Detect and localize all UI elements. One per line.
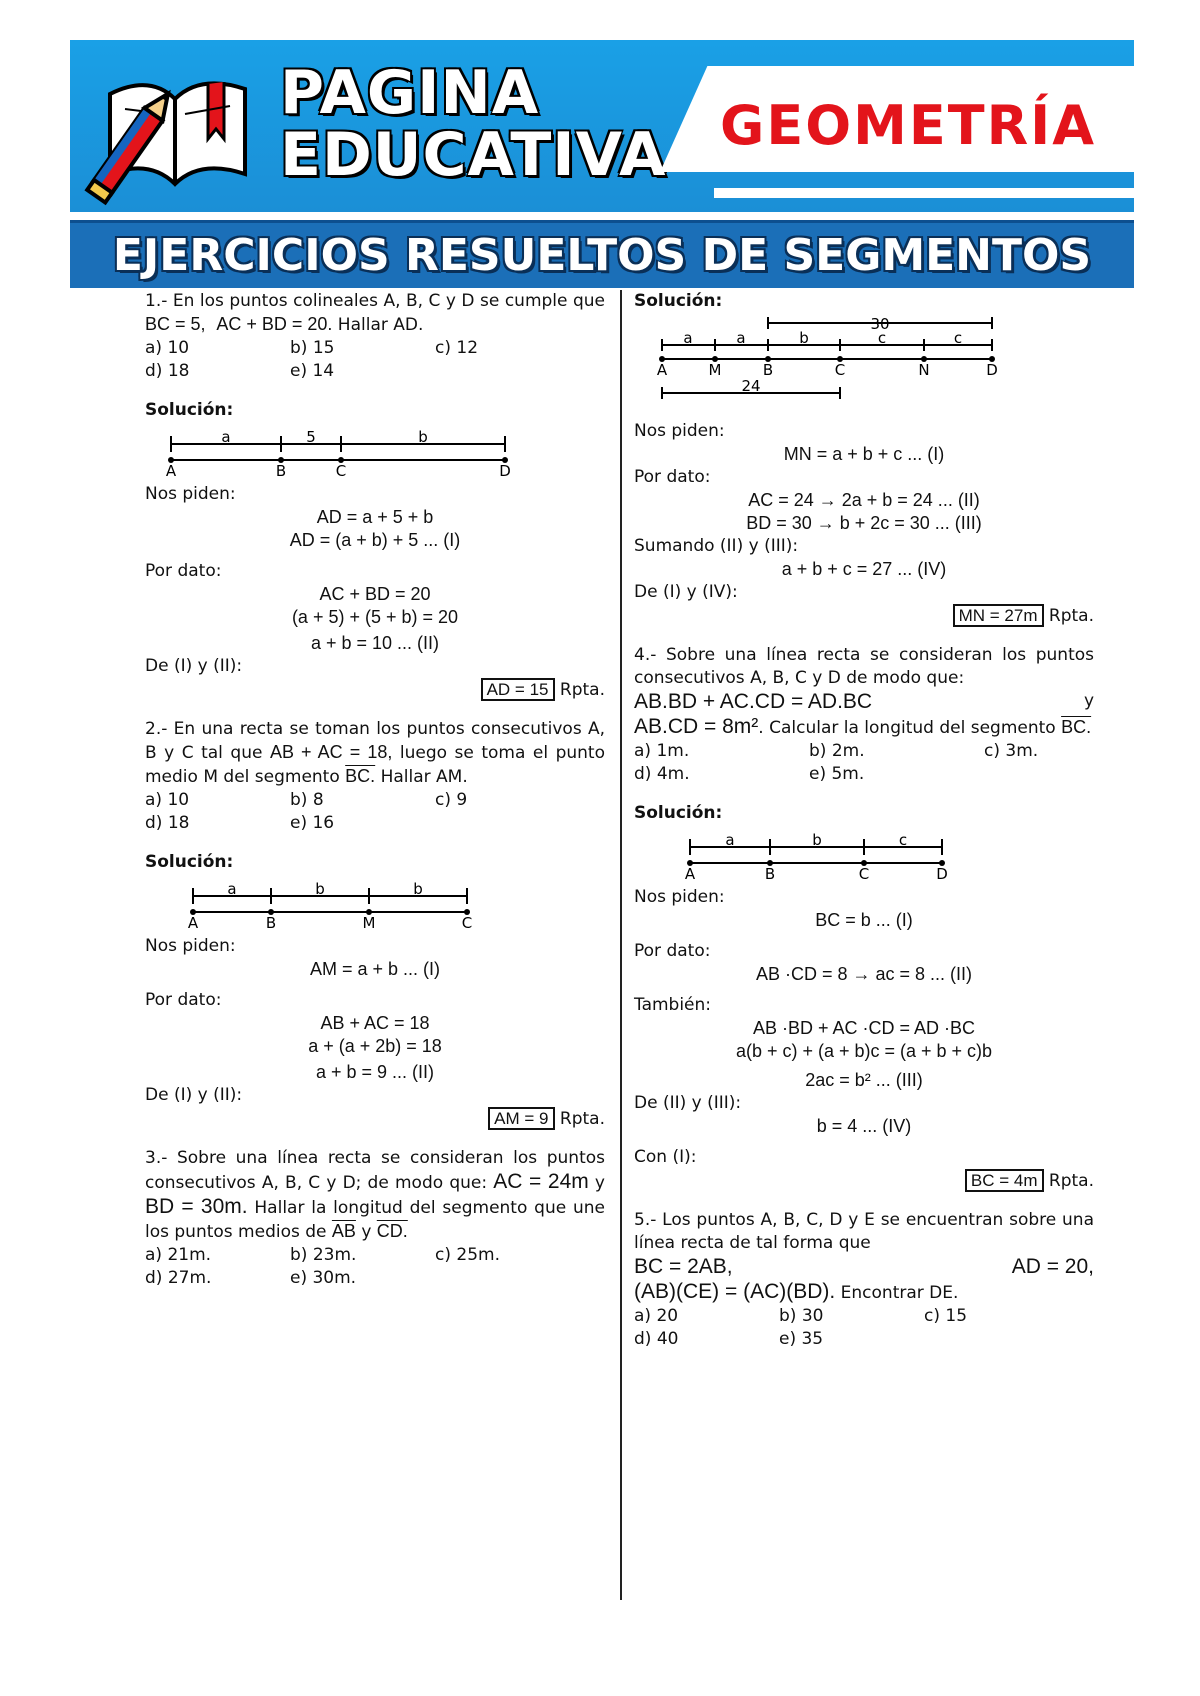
- segment-label: b: [799, 329, 809, 347]
- page-header: [70, 40, 1134, 285]
- problem-text: . Calcular la longitud del segmento: [758, 718, 1062, 738]
- problem-text: 4.- Sobre una línea recta se consideran los puntos consecutivos A, B, C y D de modo que:: [634, 645, 1094, 688]
- point-label: D: [936, 865, 948, 883]
- equation: a + b + c = 27 ... (IV): [781, 559, 947, 579]
- problem-text: 1.- En los puntos colineales A, B, C y D se cumple que: [145, 291, 605, 311]
- problem-3-diagram: [634, 313, 998, 413]
- problem-text: 3.- Sobre una línea recta se consideran los puntos consecutivos A, B, C y D; de modo que:: [145, 1148, 605, 1193]
- problem-text: Hallar AM.: [375, 767, 468, 787]
- equation: a + b = 10 ... (II): [310, 633, 440, 653]
- segment-label: 5: [306, 428, 316, 446]
- equation: a + b = 9 ... (II): [315, 1062, 435, 1082]
- option: b) 23m.: [290, 1245, 357, 1265]
- problem-text: y: [588, 1173, 605, 1193]
- answer-box: AM = 9: [488, 1107, 554, 1130]
- segment-label: a: [736, 329, 746, 347]
- option: d) 18: [145, 361, 190, 381]
- equation: b = 4 ... (IV): [816, 1116, 912, 1136]
- por-dato-label: Por dato:: [634, 941, 711, 961]
- point-label: D: [986, 361, 998, 379]
- option: b) 15: [290, 338, 335, 358]
- problem-text: luego se toma el punto medio M del segmento: [145, 743, 606, 787]
- page-title: EJERCICIOS RESUELTOS DE SEGMENTOS: [112, 230, 1092, 281]
- segment-label: b: [812, 831, 822, 849]
- problem-2-statement: [145, 718, 605, 789]
- segment-notation: $\overline{AB}$: [331, 1221, 356, 1241]
- equation: AD = a + 5 + b: [316, 507, 434, 527]
- equation: AC = 24 → 2a + b = 24 ... (II): [748, 490, 980, 510]
- point-label: M: [362, 914, 376, 932]
- segment-notation: BC.: [1061, 717, 1092, 737]
- problem-2-diagram: [145, 874, 505, 932]
- segment-notation: CD.: [376, 1221, 408, 1241]
- option: a) 10: [145, 338, 190, 358]
- segment-label: c: [877, 329, 887, 347]
- subject-title: GEOMETRÍA: [720, 94, 1097, 157]
- option: c) 9: [435, 790, 468, 810]
- equation: AB.BD + AC.CD = AD.BC: [634, 690, 873, 713]
- point-label: C: [335, 462, 347, 480]
- option: a) 21m.: [145, 1245, 212, 1265]
- segment-label: a: [221, 428, 231, 446]
- equation: BC = b ... (I): [815, 910, 913, 930]
- sumando-label: Sumando (II) y (III):: [634, 536, 799, 556]
- nos-piden-label: Nos piden:: [634, 421, 725, 441]
- conclusion-label: De (I) y (II):: [145, 1085, 243, 1105]
- equation: AD = 20,: [1011, 1255, 1094, 1278]
- equation: BD = 30m.: [145, 1195, 248, 1218]
- option: d) 4m.: [634, 764, 690, 784]
- answer-box: AD = 15: [481, 678, 555, 701]
- equation: AM = a + b ... (I): [309, 959, 441, 979]
- option: e) 35: [779, 1329, 824, 1349]
- point-label: C: [858, 865, 870, 883]
- problem-4-options: [634, 740, 1094, 786]
- option: a) 20: [634, 1306, 679, 1326]
- point-label: B: [762, 361, 774, 379]
- option: a) 1m.: [634, 741, 690, 761]
- option: e) 14: [290, 361, 335, 381]
- problem-text: 2.- En una recta se toman los puntos consecutivos A, B y C tal que: [145, 719, 605, 763]
- option: b) 30: [779, 1306, 824, 1326]
- problem-text: y: [355, 1222, 377, 1242]
- point-label: C: [834, 361, 846, 379]
- problem-text: Encontrar DE.: [835, 1283, 959, 1303]
- equation: BC = 2AB,: [634, 1255, 733, 1278]
- logo-line-2: EDUCATIVA: [280, 120, 667, 190]
- book-pencil-logo-icon: [80, 54, 260, 204]
- equation: AB + AC = 18: [320, 1013, 430, 1033]
- problem-text: y: [1083, 691, 1094, 711]
- right-column: [634, 290, 1094, 1351]
- site-logo-text: [280, 58, 680, 190]
- segment-label: a: [725, 831, 735, 849]
- left-column: [145, 290, 605, 1290]
- point-label: N: [918, 361, 930, 379]
- por-dato-label: Por dato:: [145, 990, 222, 1010]
- option: c) 15: [924, 1306, 968, 1326]
- option: c) 25m.: [435, 1245, 500, 1265]
- equation: AC + BD = 20: [319, 584, 431, 604]
- segment-label: b: [413, 880, 423, 898]
- solution-label: Solución:: [145, 400, 234, 420]
- point-label: A: [165, 462, 177, 480]
- equation: BD = 30 → b + 2c = 30 ... (III): [746, 513, 982, 533]
- point-label: A: [656, 361, 668, 379]
- problem-text: 5.- Los puntos A, B, C, D y E se encuentran sobre una línea recta de tal forma que: [634, 1210, 1094, 1253]
- problem-4-diagram: [634, 825, 994, 883]
- answer-box: MN = 27m: [953, 604, 1044, 627]
- point-label: B: [764, 865, 776, 883]
- equation: (AB)(CE) = (AC)(BD).: [634, 1280, 836, 1303]
- segment-label: 30: [870, 315, 890, 333]
- nos-piden-label: Nos piden:: [634, 887, 725, 907]
- solution-label: Solución:: [634, 803, 723, 823]
- option: c) 3m.: [984, 741, 1039, 761]
- problem-3-options: [145, 1244, 605, 1290]
- point-label: B: [275, 462, 287, 480]
- segment-label: 24: [741, 377, 761, 395]
- conclusion-label: De (II) y (III):: [634, 1093, 742, 1113]
- rpta-label: Rpta.: [1048, 1171, 1094, 1191]
- problem-text: Hallar la longitud del segmento que une los puntos medios de: [145, 1198, 606, 1242]
- option: e) 16: [290, 813, 335, 833]
- problem-text: Hallar AD.: [332, 315, 424, 335]
- answer-row: [145, 678, 605, 702]
- solution-label: Solución:: [634, 291, 723, 311]
- point-label: M: [708, 361, 722, 379]
- option: a) 10: [145, 790, 190, 810]
- nos-piden-label: Nos piden:: [145, 484, 236, 504]
- segment-notation: BC.: [345, 766, 376, 786]
- conclusion-label: De (I) y (IV):: [634, 582, 738, 602]
- equation: AB ·BD + AC ·CD = AD ·BC: [752, 1018, 976, 1038]
- segment-label: a: [227, 880, 237, 898]
- equation: AD = (a + b) + 5 ... (I): [289, 530, 461, 550]
- equation: AC = 24m: [493, 1170, 589, 1193]
- rpta-label: Rpta.: [559, 1109, 605, 1129]
- equation: (a + 5) + (5 + b) = 20: [291, 607, 459, 627]
- option: d) 40: [634, 1329, 679, 1349]
- logo-line-1: PAGINA: [280, 58, 540, 128]
- option: e) 30m.: [290, 1268, 357, 1288]
- decorative-stripe: [714, 188, 1134, 198]
- point-label: A: [684, 865, 696, 883]
- option: b) 2m.: [809, 741, 865, 761]
- con-label: Con (I):: [634, 1147, 697, 1167]
- solution-label: Solución:: [145, 852, 234, 872]
- nos-piden-label: Nos piden:: [145, 936, 236, 956]
- equation: a(b + c) + (a + b)c = (a + b + c)b: [735, 1041, 993, 1061]
- equation: AB.CD = 8m²: [634, 715, 759, 738]
- problem-2-options: [145, 789, 605, 835]
- answer-row: [634, 604, 1094, 628]
- rpta-label: Rpta.: [559, 680, 605, 700]
- option: e) 5m.: [809, 764, 865, 784]
- por-dato-label: Por dato:: [634, 467, 711, 487]
- answer-row: [145, 1107, 605, 1131]
- answer-row: [634, 1169, 1094, 1193]
- column-divider: [620, 290, 622, 1600]
- option: b) 8: [290, 790, 324, 810]
- equation: MN = a + b + c ... (I): [783, 444, 945, 464]
- answer-box: BC = 4m: [965, 1169, 1044, 1192]
- problem-5-options: [634, 1305, 1094, 1351]
- rpta-label: Rpta.: [1048, 606, 1094, 626]
- tambien-label: También:: [634, 995, 712, 1015]
- equation: AB ·CD = 8 → ac = 8 ... (II): [755, 964, 973, 984]
- equation: AC + BD = 20.: [216, 314, 333, 334]
- point-label: C: [461, 914, 473, 932]
- equation: a + (a + 2b) = 18: [308, 1036, 442, 1056]
- equation: 2ac = b² ... (III): [805, 1070, 923, 1090]
- segment-label: c: [953, 329, 963, 347]
- equation: AB + AC = 18,: [269, 742, 393, 762]
- problem-5-statement: [634, 1209, 1094, 1305]
- conclusion-label: De (I) y (II):: [145, 656, 243, 676]
- option: c) 12: [435, 338, 479, 358]
- problem-4-statement: [634, 644, 1094, 740]
- por-dato-label: Por dato:: [145, 561, 222, 581]
- point-label: A: [187, 914, 199, 932]
- point-label: B: [265, 914, 277, 932]
- title-bar: [70, 220, 1134, 288]
- problem-1-statement: [145, 290, 605, 337]
- problem-1-diagram: [145, 422, 511, 480]
- option: d) 27m.: [145, 1268, 212, 1288]
- segment-label: b: [315, 880, 325, 898]
- problem-1-options: [145, 337, 605, 383]
- segment-label: c: [898, 831, 908, 849]
- equation: BC = 5,: [145, 314, 206, 334]
- point-label: D: [499, 462, 511, 480]
- segment-label: a: [683, 329, 693, 347]
- problem-3-statement: [145, 1147, 605, 1244]
- segment-label: b: [418, 428, 428, 446]
- option: d) 18: [145, 813, 190, 833]
